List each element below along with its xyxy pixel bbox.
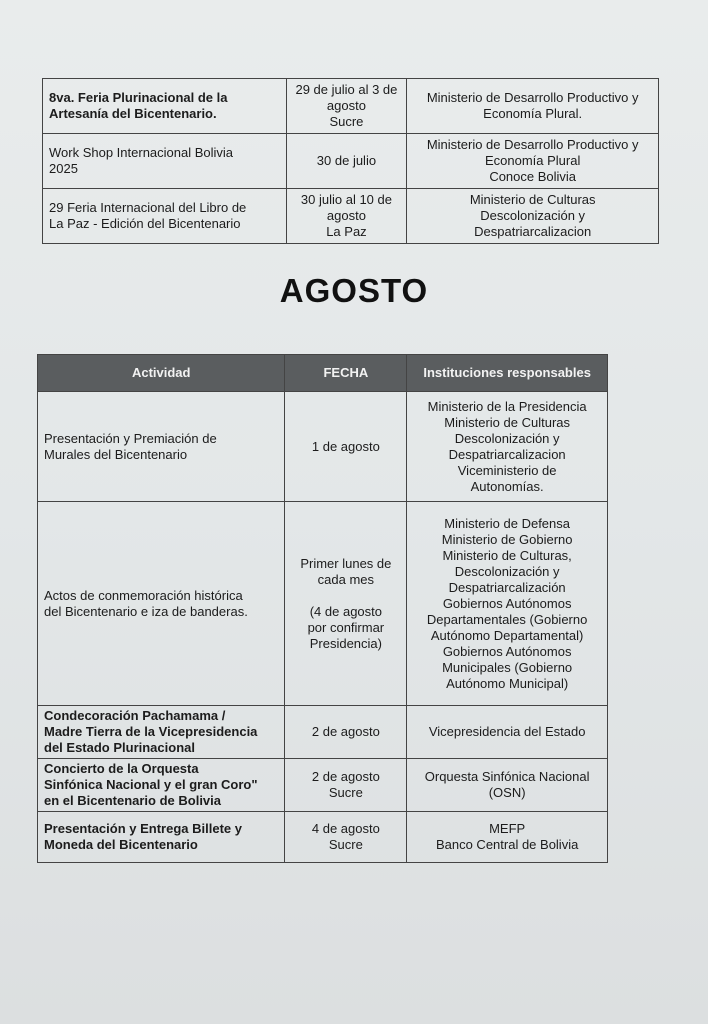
table-row: [38, 706, 608, 759]
table-row: [43, 134, 659, 189]
institutions-cell: Orquesta Sinfónica Nacional (OSN): [407, 759, 608, 812]
date-cell: Primer lunes de cada mes (4 de agosto por confirmar Presidencia): [285, 502, 407, 706]
activity-cell: Condecoración Pachamama / Madre Tierra de la Vicepresidencia del Estado Plurinacional: [38, 706, 285, 759]
institutions-cell: Ministerio de Desarrollo Productivo y Economía Plural Conoce Bolivia: [407, 134, 659, 189]
column-header-institutions: Instituciones responsables: [407, 355, 608, 392]
august-events-table: [37, 354, 608, 863]
activity-cell: Work Shop Internacional Bolivia 2025: [43, 134, 287, 189]
section-title: AGOSTO: [279, 272, 429, 309]
activity-cell: 8va. Feria Plurinacional de la Artesanía del Bicentenario.: [43, 79, 287, 134]
date-cell: 30 julio al 10 de agosto La Paz: [286, 189, 407, 244]
july-events-table: [42, 78, 659, 244]
activity-cell: Presentación y Premiación de Murales del Bicentenario: [38, 392, 285, 502]
date-cell: 1 de agosto: [285, 392, 407, 502]
date-cell: 4 de agosto Sucre: [285, 812, 407, 863]
date-cell: 2 de agosto: [285, 706, 407, 759]
date-cell: 2 de agosto Sucre: [285, 759, 407, 812]
date-cell: 30 de julio: [286, 134, 407, 189]
activity-cell: Presentación y Entrega Billete y Moneda del Bicentenario: [38, 812, 285, 863]
date-cell: 29 de julio al 3 de agosto Sucre: [286, 79, 407, 134]
activity-cell: Actos de conmemoración histórica del Bicentenario e iza de banderas.: [38, 502, 285, 706]
table-row: [38, 502, 608, 706]
institutions-cell: Ministerio de Culturas Descolonización y Despatriarcalizacion: [407, 189, 659, 244]
institutions-cell: Ministerio de Defensa Ministerio de Gobierno Ministerio de Culturas, Descolonización y Despatriarcalización Gobiernos Autónomos Departamentales (Gobierno Autónomo Departamental) Gobiernos Autónomos Municipales (Gobierno Autónomo Municipal): [407, 502, 608, 706]
activity-cell: Concierto de la Orquesta Sinfónica Nacional y el gran Coro" en el Bicentenario de Bolivia: [38, 759, 285, 812]
table-row: [38, 759, 608, 812]
table-row: [38, 812, 608, 863]
institutions-cell: Ministerio de Desarrollo Productivo y Economía Plural.: [407, 79, 659, 134]
column-header-activity: Actividad: [38, 355, 285, 392]
institutions-cell: MEFP Banco Central de Bolivia: [407, 812, 608, 863]
table-row: [38, 392, 608, 502]
column-header-date: FECHA: [285, 355, 407, 392]
activity-cell: 29 Feria Internacional del Libro de La Paz - Edición del Bicentenario: [43, 189, 287, 244]
table-row: [43, 189, 659, 244]
institutions-cell: Ministerio de la Presidencia Ministerio de Culturas Descolonización y Despatriarcalizacion Viceministerio de Autonomías.: [407, 392, 608, 502]
table-row: [43, 79, 659, 134]
institutions-cell: Vicepresidencia del Estado: [407, 706, 608, 759]
table-header-row: [38, 355, 608, 392]
